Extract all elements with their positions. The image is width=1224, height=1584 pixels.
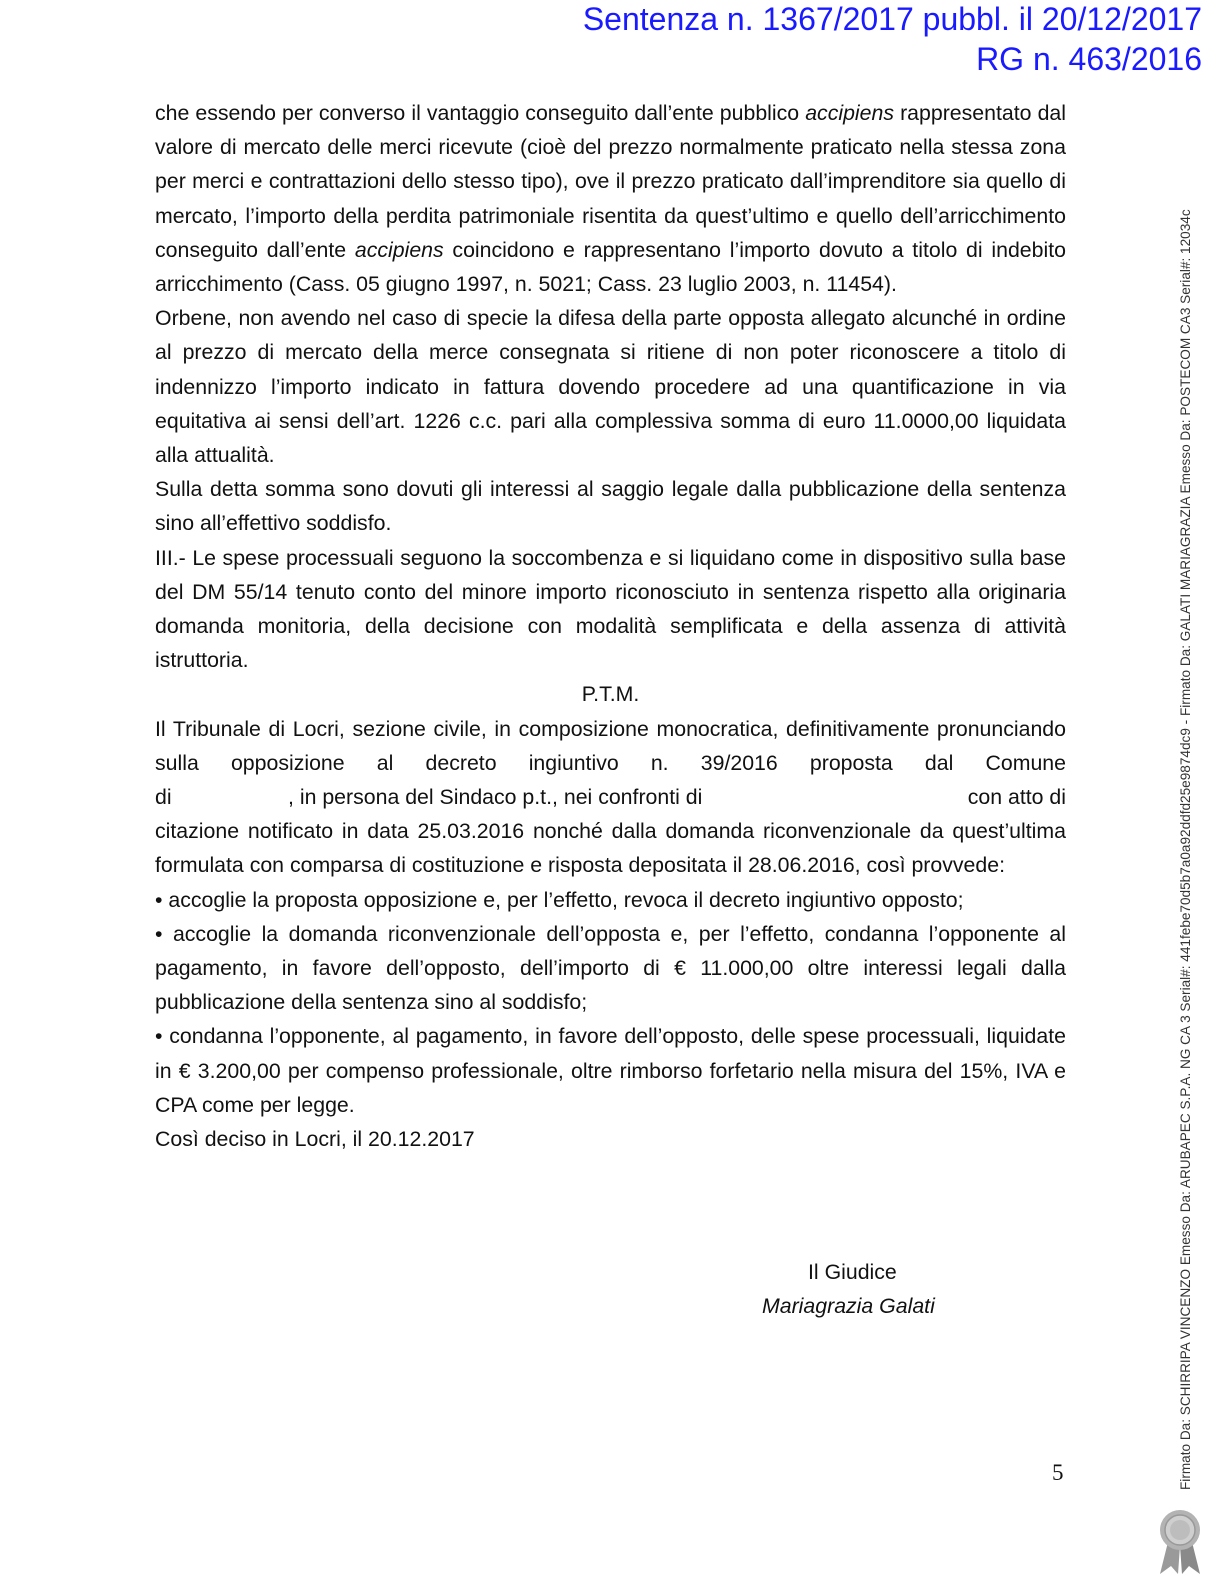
paragraph-ruling-parties <box>155 780 1066 814</box>
paragraph-quantification: Orbene, non avendo nel caso di specie la difesa della parte opposta allegato alcunché in ordine al prezzo di mercato della merce consegnata si ritiene di non poter riconoscere a titolo di indennizzo l’importo indicato in fattura dovendo procedere ad una quantificazione in via equitativa ai sensi dell’art. 1226 c.c. pari alla complessiva somma di euro 11.0000,00 liquidata alla attualità. <box>155 306 1066 468</box>
paragraph-enrichment <box>155 96 1066 301</box>
italic-term: accipiens <box>354 237 444 262</box>
judge-name: Mariagrazia Galati <box>762 1294 935 1318</box>
document-body <box>155 96 1066 1156</box>
seal-ribbon-icon <box>1154 1508 1206 1576</box>
paragraph-ruling-citation: citazione notificato in data 25.03.2016 nonché dalla domanda riconvenzionale da quest’ultima formulata con comparsa di costituzione e risposta depositata il 28.06.2016, così provvede: <box>155 819 1066 878</box>
ruling-item-revoke: • accoglie la proposta opposizione e, per l’effetto, revoca il decreto ingiuntivo opposto; <box>155 887 964 912</box>
paragraph-ruling-intro: Il Tribunale di Locri, sezione civile, in composizione monocratica, definitivamente pronunciando sulla opposizione al decreto ingiuntivo n. 39/2016 proposta dal Comune <box>155 716 1066 775</box>
paragraph-interest: Sulla detta somma sono dovuti gli interessi al saggio legale dalla pubblicazione della sentenza sino all’effettivo soddisfo. <box>155 477 1066 536</box>
paragraph-costs: III.- Le spese processuali seguono la soccombenza e si liquidano come in dispositivo sulla base del DM 55/14 tenuto conto del minore importo riconosciuto in sentenza rispetto alla originaria domanda monitoria, della decisione con modalità semplificata e della assenza di attività istruttoria. <box>155 545 1066 673</box>
text-run: che essendo per converso il vantaggio conseguito dall’ente pubblico <box>155 101 806 125</box>
text-run: rappresentato dal valore di mercato delle merci ricevute (cioè del prezzo normalmente praticato nella stessa zona per merci e contrattazioni dello stesso tipo), ove il prezzo praticato dall’imprenditore sia quello di mercato, l’importo della perdita patrimoniale risentita da quest’ultimo e quello dell’arricchimento conseguito dall’ente <box>155 101 1066 262</box>
judge-title: Il Giudice <box>808 1260 897 1284</box>
text-run: con atto di <box>967 785 1066 810</box>
italic-term: accipiens <box>805 101 894 125</box>
page-number: 5 <box>1052 1460 1064 1485</box>
digital-signature-sidebar: Firmato Da: SCHIRRIPA VINCENZO Emesso Da: ARUBAPEC S.P.A. NG CA 3 Serial#: 441febe70d5b7a0a92ddfd25e9874dc9 - Firmato Da: GALATI MARIAGRAZIA Emesso Da: POSTECOM CA3 Serial#: 12034c <box>1178 209 1193 1490</box>
ruling-item-condemn-costs: • condanna l’opponente, al pagamento, in favore dell’opposto, delle spese processuali, liquidate in € 3.200,00 per compenso professionale, oltre rimborso forfetario nella misura del 15%, IVA e CPA come per legge. <box>155 1024 1066 1117</box>
text-run: , in persona del Sindaco p.t., nei confronti di <box>288 785 703 810</box>
ruling-item-condemn-payment: • accoglie la domanda riconvenzionale dell’opposta e, per l’effetto, condanna l’opponente al pagamento, in favore dell’opposto, dell’importo di € 11.000,00 oltre interessi legali dalla pubblicazione della sentenza sino al soddisfo; <box>155 921 1066 1015</box>
text-run: di <box>155 785 172 810</box>
sentence-stamp-line1: Sentenza n. 1367/2017 pubbl. il 20/12/2017 <box>582 1 1202 37</box>
sentence-stamp-line2: RG n. 463/2016 <box>976 41 1202 77</box>
text-run: coincidono e rappresentano l’importo dovuto a titolo di indebito arricchimento (Cass. 05 giugno 1997, n. 5021; Cass. 23 luglio 2003, n. 11454). <box>155 237 1066 297</box>
ptm-heading: P.T.M. <box>581 682 640 707</box>
closing-line: Così deciso in Locri, il 20.12.2017 <box>155 1127 475 1152</box>
